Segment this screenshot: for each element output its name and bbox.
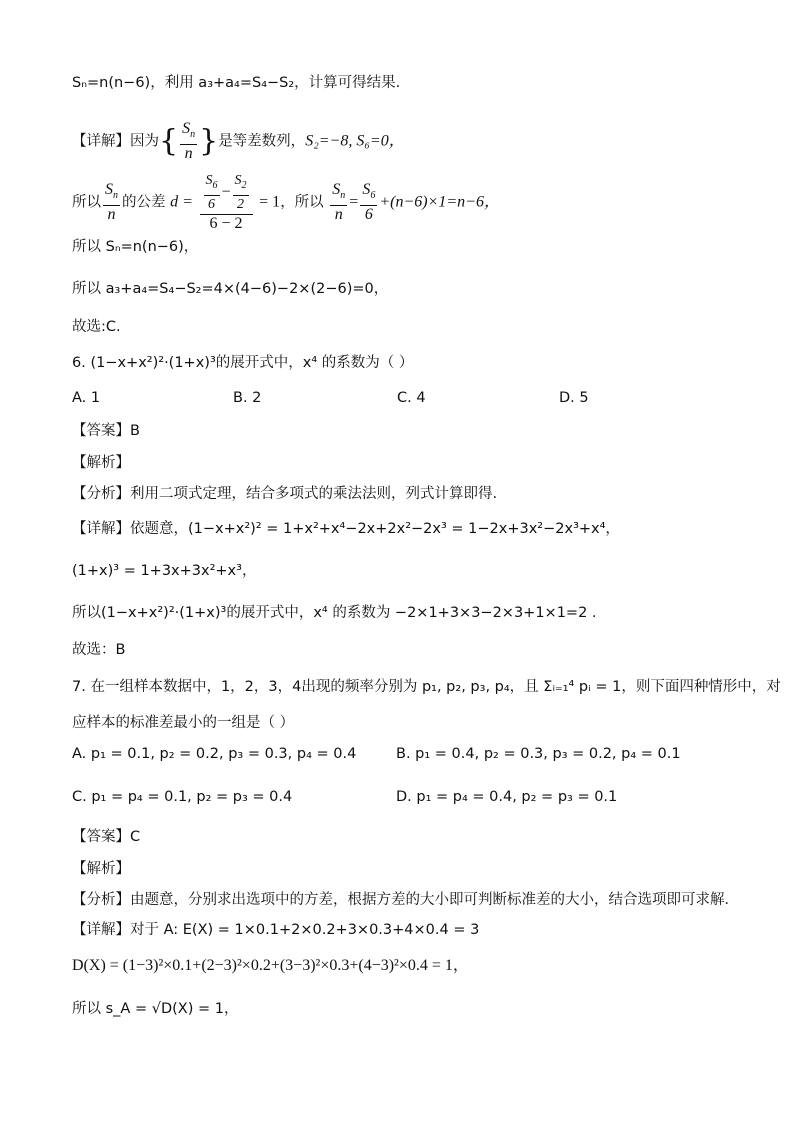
sn-over-n-fraction: $\frac{S_n}{n}$ <box>182 120 196 163</box>
sn-over-n-fraction-3: $\frac{S_n}{n}$ <box>332 180 346 223</box>
right-brace: } <box>199 123 219 159</box>
q6-detail-3: 所以(1−x+x²)²·(1+x)³的展开式中，x⁴ 的系数为 −2×1+3×3−2×3+1×1=2 . <box>72 605 597 621</box>
q6-option-c: C. 4 <box>397 390 426 406</box>
detail-text-a: 因为 <box>130 133 159 150</box>
s6-over-6-fraction: $\frac{S_6}{6}$ <box>362 180 376 223</box>
q7-answer: 【答案】C <box>72 829 141 845</box>
q7-option-b: B. p₁ = 0.4, p₂ = 0.3, p₃ = 0.2, p₄ = 0.1 <box>396 746 681 762</box>
common-diff-label: 的公差 <box>122 194 166 211</box>
q6-option-d: D. 5 <box>559 390 589 406</box>
q5-result-line: Sₙ=n(n−6)，利用 a₃+a₄=S₄−S₂，计算可得结果. <box>72 75 401 91</box>
so2-label: ，所以 <box>280 194 324 211</box>
q5-choose-line: 故选:C. <box>72 319 121 335</box>
q5-common-diff-line: 所以 $\frac{S_n}{n}$ 的公差 d = $\frac{S_6}{6}$ − $\frac{S_2}{2}$ 6 − 2 = 1，所以 $\frac{S_n}{n}$ = $\frac{S_6}{6}$ +(n−6)×1=n−6， <box>72 173 500 232</box>
q6-analysis-title: 【解析】 <box>72 455 130 471</box>
q6-stem: 6. (1−x+x²)²·(1+x)³的展开式中，x⁴ 的系数为（ ） <box>72 355 414 371</box>
q6-detail-1: 【详解】依题意，(1−x+x²)² = 1+x²+x⁴−2x+2x²−2x³ = 1−2x+3x²−2x³+x⁴， <box>72 521 620 537</box>
so-prefix: 所以 <box>72 194 101 211</box>
so2-tail: +(n−6)×1=n−6， <box>379 193 500 211</box>
q6-option-b: B. 2 <box>233 390 262 406</box>
q7-detail-1: 【详解】对于 A: E(X) = 1×0.1+2×0.2+3×0.3+4×0.4 = 3 <box>72 922 480 938</box>
q5-detail-line <box>72 120 754 163</box>
detail-values: S₂=−8, S₆=0， <box>305 132 405 150</box>
q7-analysis: 【分析】由题意，分别求出选项中的方差，根据方差的大小即可判断标准差的大小，结合选项即可求解． <box>72 892 739 908</box>
q6-answer: 【答案】B <box>72 423 140 439</box>
left-brace: { <box>159 123 179 159</box>
d-result: = 1 <box>259 193 281 211</box>
q6-analysis: 【分析】利用二项式定理，结合多项式的乘法法则，列式计算即得. <box>72 486 498 502</box>
q7-analysis-title: 【解析】 <box>72 861 130 877</box>
sn-over-n-fraction-2: $\frac{S_n}{n}$ <box>105 180 118 223</box>
q7-option-d: D. p₁ = p₄ = 0.4, p₂ = p₃ = 0.1 <box>396 789 618 805</box>
q7-stem-2: 应样本的标准差最小的一组是（ ） <box>72 715 295 731</box>
d-fraction: $\frac{S_6}{6}$ − $\frac{S_2}{2}$ 6 − 2 <box>200 172 253 233</box>
q6-detail-2: (1+x)³ = 1+3x+3x²+x³， <box>72 563 257 579</box>
q7-option-a: A. p₁ = 0.1, p₂ = 0.2, p₃ = 0.3, p₄ = 0.4 <box>72 746 357 762</box>
q7-option-c: C. p₁ = p₄ = 0.1, p₂ = p₃ = 0.4 <box>72 789 293 805</box>
d-equals: d = <box>170 193 193 211</box>
q7-detail-3: 所以 s_A = √D(X) = 1， <box>72 1001 239 1017</box>
q7-stem-1: 7. 在一组样本数据中，1，2，3，4出现的频率分别为 p₁, p₂, p₃, p₄，且 Σᵢ₌₁⁴ pᵢ = 1，则下面四种情形中，对 <box>72 679 781 695</box>
q6-option-a: A. 1 <box>72 390 101 406</box>
q5-sn-line: 所以 Sₙ=n(n−6)， <box>72 239 199 255</box>
q5-a3a4-line: 所以 a₃+a₄=S₄−S₂=4×(4−6)−2×(2−6)=0， <box>72 281 389 297</box>
q6-choose: 故选：B <box>72 642 126 658</box>
detail-text-b: 是等差数列， <box>218 133 306 150</box>
detail-label: 【详解】 <box>72 133 130 150</box>
q7-detail-2: D(X) = (1−3)²×0.1+(2−3)²×0.2+(3−3)²×0.3+(4−3)²×0.4 = 1， <box>72 957 469 974</box>
